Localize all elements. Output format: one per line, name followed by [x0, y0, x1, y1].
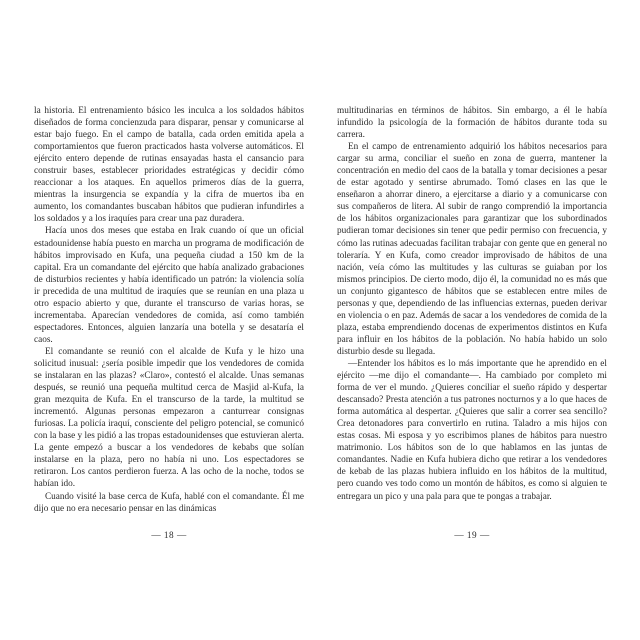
right-page-number: — 19 — — [454, 531, 490, 541]
paragraph: Cuando visité la base cerca de Kufa, hablé con el comandante. Él me dijo que no era necesario pensar en las dinámicas — [34, 491, 304, 514]
paragraph: —Entender los hábitos es lo más importante que he aprendido en el ejército —me dijo el comandante—. Ha cambiado por completo mi forma de ver el mundo. ¿Quieres conciliar el sueño rápido y despertar descansado? Presta atención a tus patrones nocturnos y a lo que haces de forma automática al despertar. ¿Quieres que salir a correr sea sencillo? Crea detonadores para convertirlo en rutina. Taladro a mis hijos con estas cosas. Mi esposa y yo escribimos planes de hábitos para nuestro matrimonio. Los hábitos son de lo que hablamos en las juntas de comandantes. Nadie en Kufa hubiera dicho que retirar a los vendedores de kebab de las plazas hubiera influido en los hábitos de la multitud, pero cuando ves todo como un montón de hábitos, es como si alguien te entregara un pico y una pala para que te pongas a trabajar. — [337, 358, 607, 502]
left-page-number: — 18 — — [151, 531, 187, 541]
paragraph: En el campo de entrenamiento adquirió los hábitos necesarios para cargar su arma, conciliar el sueño en zona de guerra, mantener la concentración en medio del caos de la batalla y tomar decisiones a pesar de estar agotado y sentirse abrumado. Tomó clases en las que le enseñaron a ahorrar dinero, a ejercitarse a diario y a comunicarse con sus compañeros de litera. Al subir de rango comprendió la importancia de los hábitos organizacionales para garantizar que los subordinados pudieran tomar decisiones sin tener que pedir permiso con frecuencia, y cómo las rutinas adecuadas facilitan trabajar con gente que en general no toleraría. Y en Kufa, como creador improvisado de hábitos de una nación, veía cómo las multitudes y las culturas se guiaban por los mismos principios. De cierto modo, dijo él, la comunidad no es más que un conjunto gigantesco de hábitos que se establecen entre miles de personas y que, dependiendo de las influencias externas, pueden derivar en violencia o en paz. Además de sacar a los vendedores de comida de la plaza, estaba emprendiendo docenas de experimentos distintos en Kufa para influir en los hábitos de la población. No había habido un solo disturbio desde su llegada. — [337, 142, 607, 357]
left-page — [34, 105, 304, 515]
right-page — [337, 105, 607, 503]
paragraph: la historia. El entrenamiento básico les inculca a los soldados hábitos diseñados de forma concienzuda para disparar, pensar y comunicarse al estar bajo fuego. En el campo de batalla, cada orden emitida apela a comportamientos que fueron practicados hasta volverse automáticos. El ejército entero depende de rutinas ensayadas hasta el cansancio para construir bases, establecer prioridades estratégicas y decidir cómo reaccionar a los ataques. En aquellos primeros días de la guerra, mientras la insurgencia se expandía y la cifra de muertos iba en aumento, los comandantes buscaban hábitos que pudieran infundirles a los soldados y a los iraquíes para crear una paz duradera. — [34, 106, 304, 225]
paragraph: multitudinarias en términos de hábitos. Sin embargo, a él le había infundido la psicología de la formación de hábitos durante toda su carrera. — [337, 106, 607, 141]
paragraph: Hacía unos dos meses que estaba en Irak cuando oí que un oficial estadounidense había puesto en marcha un programa de modificación de hábitos improvisado en Kufa, una pequeña ciudad a 150 km de la capital. Era un comandante del ejército que había analizado grabaciones de disturbios recientes y había identificado un patrón: la violencia solía ir precedida de una multitud de iraquíes que se reunían en una plaza u otro espacio abierto y que, durante el transcurso de varias horas, se incrementaba. Aparecían vendedores de comida, así como también espectadores. Entonces, alguien lanzaría una botella y se desataría el caos. — [34, 226, 304, 345]
left-page-body — [34, 105, 304, 515]
right-page-body — [337, 105, 607, 503]
paragraph: El comandante se reunió con el alcalde de Kufa y le hizo una solicitud inusual: ¿sería posible impedir que los vendedores de comida se instalaran en las plazas? «Claro», contestó el alcalde. Unas semanas después, se reunió una pequeña multitud cerca de Masjid al-Kufa, la gran mezquita de Kufa. En el transcurso de la tarde, la multitud se incrementó. Algunas personas empezaron a canturrear consignas furiosas. La policía iraquí, consciente del peligro potencial, se comunicó con la base y les pidió a las tropas estadounidenses que estuvieran alerta. La gente empezó a buscar a los vendedores de kebabs que solían instalarse en la plaza, pero no había ni uno. Los espectadores se retiraron. Los cantos perdieron fuerza. A las ocho de la noche, todos se habían ido. — [34, 346, 304, 490]
